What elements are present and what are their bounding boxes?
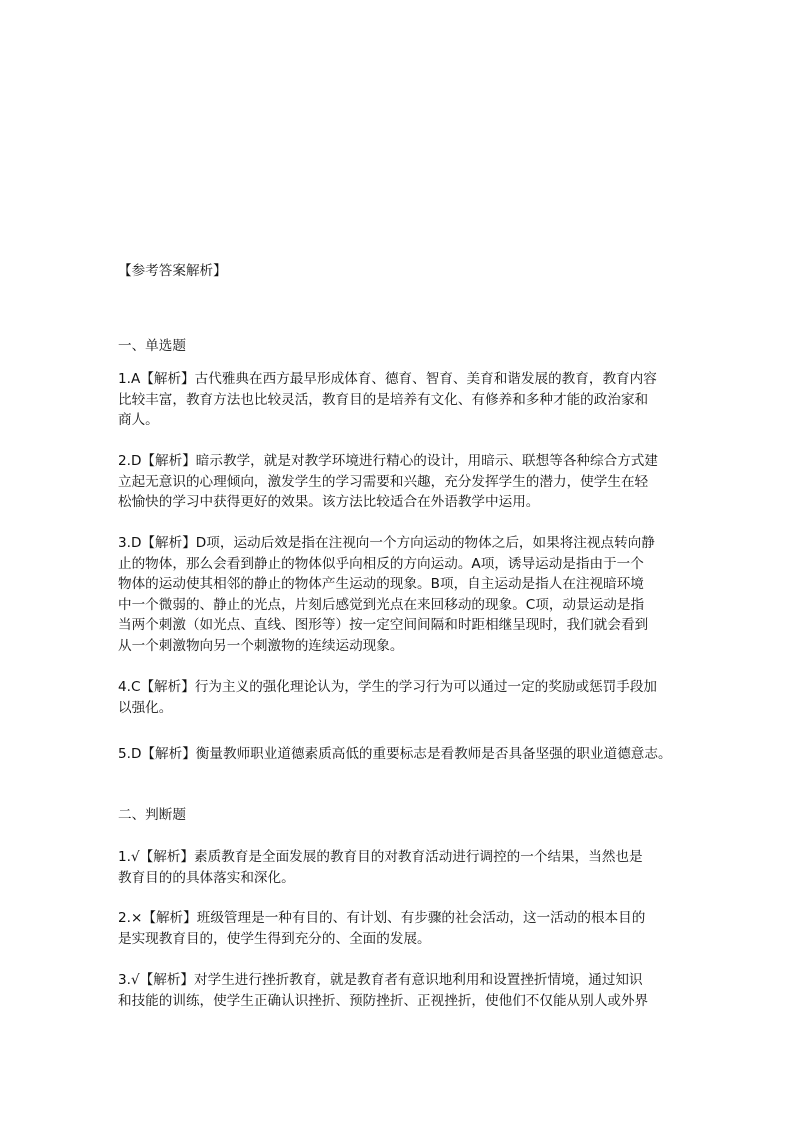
answer-explanation	[118, 369, 657, 431]
text-line: 商人。	[118, 412, 159, 429]
answer-explanation	[118, 744, 672, 765]
text-line: 以强化。	[118, 699, 173, 716]
text-line: 当两个刺激（如光点、直线、图形等）按一定空间间隔和时距相继呈现时，我们就会看到	[118, 617, 649, 634]
section-heading: 一、单选题	[118, 338, 186, 354]
text-line: 比较丰富，教育方法也比较灵活，教育目的是培养有文化、有修养和多种才能的政治家和	[118, 391, 649, 408]
text-line: 1.A【解析】古代雅典在西方最早形成体育、德育、智育、美育和谐发展的教育，教育内容	[118, 371, 657, 387]
answer-explanation	[118, 677, 657, 718]
text-line: 5.D【解析】衡量教师职业道德素质高低的重要标志是看教师是否具备坚强的职业道德意志。	[118, 746, 672, 762]
text-line: 1.√【解析】素质教育是全面发展的教育目的对教育活动进行调控的一个结果，当然也是	[118, 849, 643, 865]
text-line: 松愉快的学习中获得更好的效果。该方法比较适合在外语教学中运用。	[118, 494, 540, 511]
text-line: 4.C【解析】行为主义的强化理论认为，学生的学习行为可以通过一定的奖励或惩罚手段加	[118, 679, 658, 695]
text-line: 是实现教育目的，使学生得到充分的、全面的发展。	[118, 930, 431, 947]
text-line: 2.D【解析】暗示教学，就是对教学环境进行精心的设计，用暗示、联想等各种综合方式建	[118, 453, 658, 469]
document-title: 【参考答案解析】	[118, 263, 227, 279]
text-line: 和技能的训练，使学生正确认识挫折、预防挫折、正视挫折，使他们不仅能从别人或外界	[118, 992, 649, 1009]
text-line: 止的物体，那么会看到静止的物体似乎向相反的方向运动。A项，诱导运动是指由于一个	[118, 555, 644, 572]
answer-explanation	[118, 847, 643, 888]
answer-explanation	[118, 533, 655, 657]
answer-explanation	[118, 970, 648, 1011]
text-line: 3.D【解析】D项，运动后效是指在注视向一个方向运动的物体之后，如果将注视点转向静	[118, 535, 655, 551]
section-heading: 二、判断题	[118, 807, 186, 823]
answer-explanation	[118, 451, 658, 513]
text-line: 中一个微弱的、静止的光点，片刻后感觉到光点在来回移动的现象。C项，动景运动是指	[118, 596, 645, 613]
text-line: 物体的运动使其相邻的静止的物体产生运动的现象。B项，自主运动是指人在注视暗环境	[118, 576, 644, 593]
text-line: 教育目的的具体落实和深化。	[118, 869, 295, 886]
text-line: 2.×【解析】班级管理是一种有目的、有计划、有步骤的社会活动，这一活动的根本目的	[118, 910, 646, 926]
text-line: 立起无意识的心理倾向，激发学生的学习需要和兴趣，充分发挥学生的潜力，使学生在轻	[118, 473, 649, 490]
answer-explanation	[118, 908, 645, 949]
text-line: 3.√【解析】对学生进行挫折教育，就是教育者有意识地利用和设置挫折情境，通过知识	[118, 972, 643, 988]
text-line: 从一个刺激物向另一个刺激物的连续运动现象。	[118, 637, 404, 654]
